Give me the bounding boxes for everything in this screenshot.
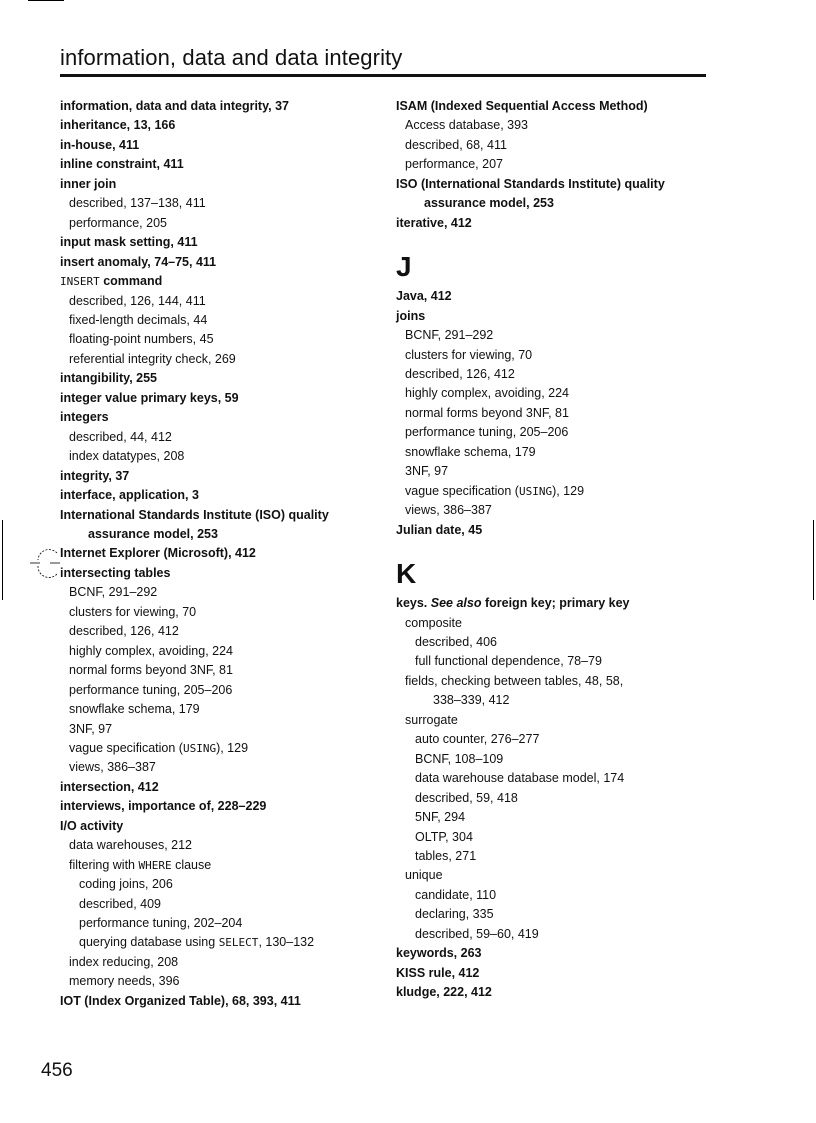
entry-text: described, 137–138, 411: [69, 196, 206, 211]
entry-text: BCNF, 291–292: [69, 585, 158, 600]
index-entry: [60, 175, 380, 194]
entry-text: described, 126, 144, 411: [69, 293, 206, 308]
entry-text: clusters for viewing, 70: [405, 347, 533, 362]
index-subentry: [396, 346, 716, 365]
code-term: WHERE: [138, 858, 172, 872]
entry-text: highly complex, avoiding, 224: [405, 386, 569, 401]
index-entry: [60, 136, 380, 155]
index-subentry: [60, 428, 380, 447]
running-header-title: information, data and data integrity: [60, 45, 403, 70]
index-entry: [396, 307, 716, 326]
index-entry: [396, 214, 716, 233]
index-subentry: [60, 214, 380, 233]
index-subentry: [396, 672, 716, 691]
entry-text: auto counter, 276–277: [415, 732, 540, 747]
entry-text: candidate, 110: [415, 887, 497, 902]
entry-text: index datatypes, 208: [69, 449, 185, 464]
entry-text: fields, checking between tables, 48, 58,: [405, 673, 624, 688]
registration-line-right: [813, 520, 814, 600]
entry-text: 5NF, 294: [415, 810, 466, 825]
index-subentry: [60, 350, 380, 369]
index-subentry: [60, 856, 380, 875]
index-entry: [60, 544, 380, 563]
index-subentry: [60, 972, 380, 991]
entry-text: vague specification (: [69, 740, 183, 755]
code-term: SELECT: [218, 936, 259, 950]
index-subentry: [60, 875, 380, 894]
entry-text: snowflake schema, 179: [405, 444, 536, 459]
index-subentry: [396, 443, 716, 462]
entry-text: floating-point numbers, 45: [69, 332, 214, 347]
entry-text: integrity, 37: [60, 468, 130, 483]
entry-text: 3NF, 97: [69, 721, 113, 736]
entry-text: views, 386–387: [405, 503, 492, 518]
index-subentry: [60, 330, 380, 349]
index-subentry: [396, 423, 716, 442]
index-subentry: [396, 614, 716, 633]
registration-line-left: [2, 520, 3, 600]
entry-text: inner join: [60, 176, 117, 191]
index-subentry: [396, 808, 716, 827]
entry-text: described, 409: [79, 896, 162, 911]
index-entry: [60, 506, 380, 525]
index-entry: [396, 521, 716, 540]
entry-text: in-house, 411: [60, 137, 140, 152]
entry-text: International Standards Institute (ISO) quality: [60, 507, 329, 522]
index-subentry: [396, 730, 716, 749]
entry-text-suffix: , 130–132: [258, 935, 315, 950]
entry-text: insert anomaly, 74–75, 411: [60, 254, 217, 269]
entry-text: clusters for viewing, 70: [69, 604, 197, 619]
entry-text: 3NF, 97: [405, 464, 449, 479]
entry-text: Julian date, 45: [396, 522, 483, 537]
index-entry: [60, 408, 380, 427]
index-subentry: [396, 136, 716, 155]
registration-circle-icon: [30, 548, 60, 578]
entry-text: vague specification (: [405, 483, 519, 498]
index-subentry: [396, 365, 716, 384]
entry-text: described, 126, 412: [405, 366, 515, 381]
index-subentry: [396, 633, 716, 652]
index-entry: [396, 594, 716, 613]
index-subentry: [396, 404, 716, 423]
entry-text: described, 68, 411: [405, 137, 507, 152]
index-entry: [396, 194, 716, 213]
entry-text: assurance model, 253: [88, 526, 218, 541]
index-subentry: [60, 895, 380, 914]
index-entry: [396, 175, 716, 194]
entry-text: intangibility, 255: [60, 371, 158, 386]
entry-text: ISAM (Indexed Sequential Access Method): [396, 99, 648, 113]
index-subentry: [60, 622, 380, 641]
entry-text: intersecting tables: [60, 565, 171, 580]
code-term: USING: [518, 484, 553, 498]
entry-text: index reducing, 208: [69, 954, 179, 969]
entry-text: performance, 205: [69, 215, 167, 230]
entry-text: declaring, 335: [415, 907, 494, 922]
index-column-right: [396, 97, 716, 1003]
index-subentry: [60, 933, 380, 952]
page-number: 456: [41, 1060, 73, 1081]
index-entry: [396, 964, 716, 983]
entry-text-suffix: foreign key; primary key: [481, 596, 630, 611]
entry-text: memory needs, 396: [69, 974, 180, 989]
index-subentry: [396, 886, 716, 905]
index-subentry: [60, 758, 380, 777]
entry-text: inline constraint, 411: [60, 157, 184, 172]
entry-text: described, 59, 418: [415, 790, 518, 805]
index-subentry: [60, 583, 380, 602]
entry-text: OLTP, 304: [415, 829, 473, 844]
index-entry: [396, 97, 716, 116]
entry-text: integer value primary keys, 59: [60, 390, 239, 405]
entry-text: iterative, 412: [396, 215, 472, 230]
index-entry: [60, 797, 380, 816]
entry-text: data warehouses, 212: [69, 838, 193, 853]
index-entry: [60, 992, 380, 1011]
crop-mark-top: [28, 0, 64, 1]
index-entry: [396, 983, 716, 1002]
entry-text: joins: [396, 308, 426, 323]
entry-text: Internet Explorer (Microsoft), 412: [60, 546, 256, 561]
entry-text: described, 59–60, 419: [415, 926, 539, 941]
index-subentry: [60, 642, 380, 661]
entry-text: I/O activity: [60, 818, 124, 833]
index-entry: [60, 525, 380, 544]
index-subentry: [396, 866, 716, 885]
index-subentry: [396, 905, 716, 924]
index-subentry: [60, 194, 380, 213]
entry-text: surrogate: [405, 712, 458, 727]
entry-text: keywords, 263: [396, 946, 482, 961]
index-subentry: [60, 953, 380, 972]
code-term: USING: [182, 741, 217, 755]
entry-text: ISO (International Standards Institute) quality: [396, 176, 665, 191]
index-subentry: [60, 700, 380, 719]
index-subentry: [396, 691, 716, 710]
index-entry: [60, 817, 380, 836]
entry-text: integers: [60, 410, 109, 425]
cross-reference-label: See also: [430, 596, 482, 611]
index-column-left: [60, 97, 380, 1011]
entry-text: information, data and data integrity, 37: [60, 99, 289, 113]
entry-text: interviews, importance of, 228–229: [60, 799, 267, 814]
entry-text: performance tuning, 205–206: [405, 425, 569, 440]
index-subentry: [396, 501, 716, 520]
entry-text: tables, 271: [415, 848, 477, 863]
entry-text: querying database using: [79, 935, 219, 950]
index-subentry: [396, 828, 716, 847]
entry-text-suffix: ), 129: [216, 740, 249, 755]
index-subentry: [396, 769, 716, 788]
entry-text: full functional dependence, 78–79: [415, 654, 602, 669]
entry-text: intersection, 412: [60, 779, 159, 794]
entry-text: views, 386–387: [69, 760, 156, 775]
index-subentry: [396, 789, 716, 808]
index-subentry: [396, 384, 716, 403]
index-entry: [60, 272, 380, 291]
index-entry: [60, 389, 380, 408]
entry-text: performance tuning, 202–204: [79, 916, 243, 931]
section-letter-heading: K: [396, 558, 417, 590]
entry-text: composite: [405, 615, 462, 630]
entry-text: Access database, 393: [405, 118, 528, 133]
entry-text: assurance model, 253: [424, 196, 554, 211]
entry-text: fixed-length decimals, 44: [69, 312, 208, 327]
entry-text: filtering with: [69, 857, 139, 872]
entry-text: normal forms beyond 3NF, 81: [69, 663, 233, 678]
index-subentry: [396, 652, 716, 671]
entry-text: performance tuning, 205–206: [69, 682, 233, 697]
entry-text: performance, 207: [405, 157, 503, 172]
index-subentry: [396, 482, 716, 501]
index-entry: [60, 155, 380, 174]
index-entry: [60, 97, 380, 116]
index-subentry: [396, 750, 716, 769]
index-subentry: [396, 925, 716, 944]
index-subentry: [396, 326, 716, 345]
entry-text: snowflake schema, 179: [69, 702, 200, 717]
entry-text: command: [99, 274, 163, 289]
entry-text-suffix: ), 129: [552, 483, 585, 498]
index-entry: [60, 467, 380, 486]
entry-text: IOT (Index Organized Table), 68, 393, 411: [60, 993, 301, 1008]
index-subentry: [396, 711, 716, 730]
index-subentry: [60, 311, 380, 330]
index-entry: [60, 369, 380, 388]
index-subentry: [60, 720, 380, 739]
index-subentry: [60, 292, 380, 311]
entry-text: BCNF, 291–292: [405, 328, 494, 343]
entry-text-suffix: clause: [171, 857, 212, 872]
entry-text: KISS rule, 412: [396, 965, 480, 980]
entry-text: referential integrity check, 269: [69, 351, 236, 366]
index-subentry: [396, 116, 716, 135]
entry-text: interface, application, 3: [60, 488, 199, 503]
entry-text: normal forms beyond 3NF, 81: [405, 405, 569, 420]
index-entry: [60, 564, 380, 583]
entry-text: described, 126, 412: [69, 624, 179, 639]
index-subentry: [60, 603, 380, 622]
index-entry: [60, 778, 380, 797]
entry-text: inheritance, 13, 166: [60, 118, 176, 133]
entry-text: BCNF, 108–109: [415, 751, 504, 766]
index-subentry: [396, 847, 716, 866]
index-subentry: [396, 155, 716, 174]
entry-text: input mask setting, 411: [60, 235, 198, 250]
index-entry: [396, 944, 716, 963]
index-subentry: [60, 836, 380, 855]
entry-text: unique: [405, 868, 443, 883]
entry-text: kludge, 222, 412: [396, 985, 492, 1000]
index-entry: [60, 116, 380, 135]
header-rule: [60, 74, 706, 77]
index-subentry: [396, 462, 716, 481]
index-entry: [60, 486, 380, 505]
index-subentry: [60, 739, 380, 758]
section-letter-heading: J: [396, 251, 412, 283]
code-term: INSERT: [60, 275, 100, 289]
entry-text: coding joins, 206: [79, 877, 173, 892]
index-entry: [60, 253, 380, 272]
index-subentry: [60, 914, 380, 933]
index-subentry: [60, 661, 380, 680]
entry-text: 338–339, 412: [433, 693, 510, 708]
entry-text: data warehouse database model, 174: [415, 771, 625, 786]
entry-text: described, 44, 412: [69, 429, 172, 444]
index-subentry: [60, 681, 380, 700]
index-entry: [60, 233, 380, 252]
entry-text: Java, 412: [396, 289, 452, 304]
entry-text: described, 406: [415, 634, 498, 649]
index-entry: [396, 287, 716, 306]
entry-text: highly complex, avoiding, 224: [69, 643, 233, 658]
entry-text: keys.: [396, 596, 431, 611]
index-subentry: [60, 447, 380, 466]
